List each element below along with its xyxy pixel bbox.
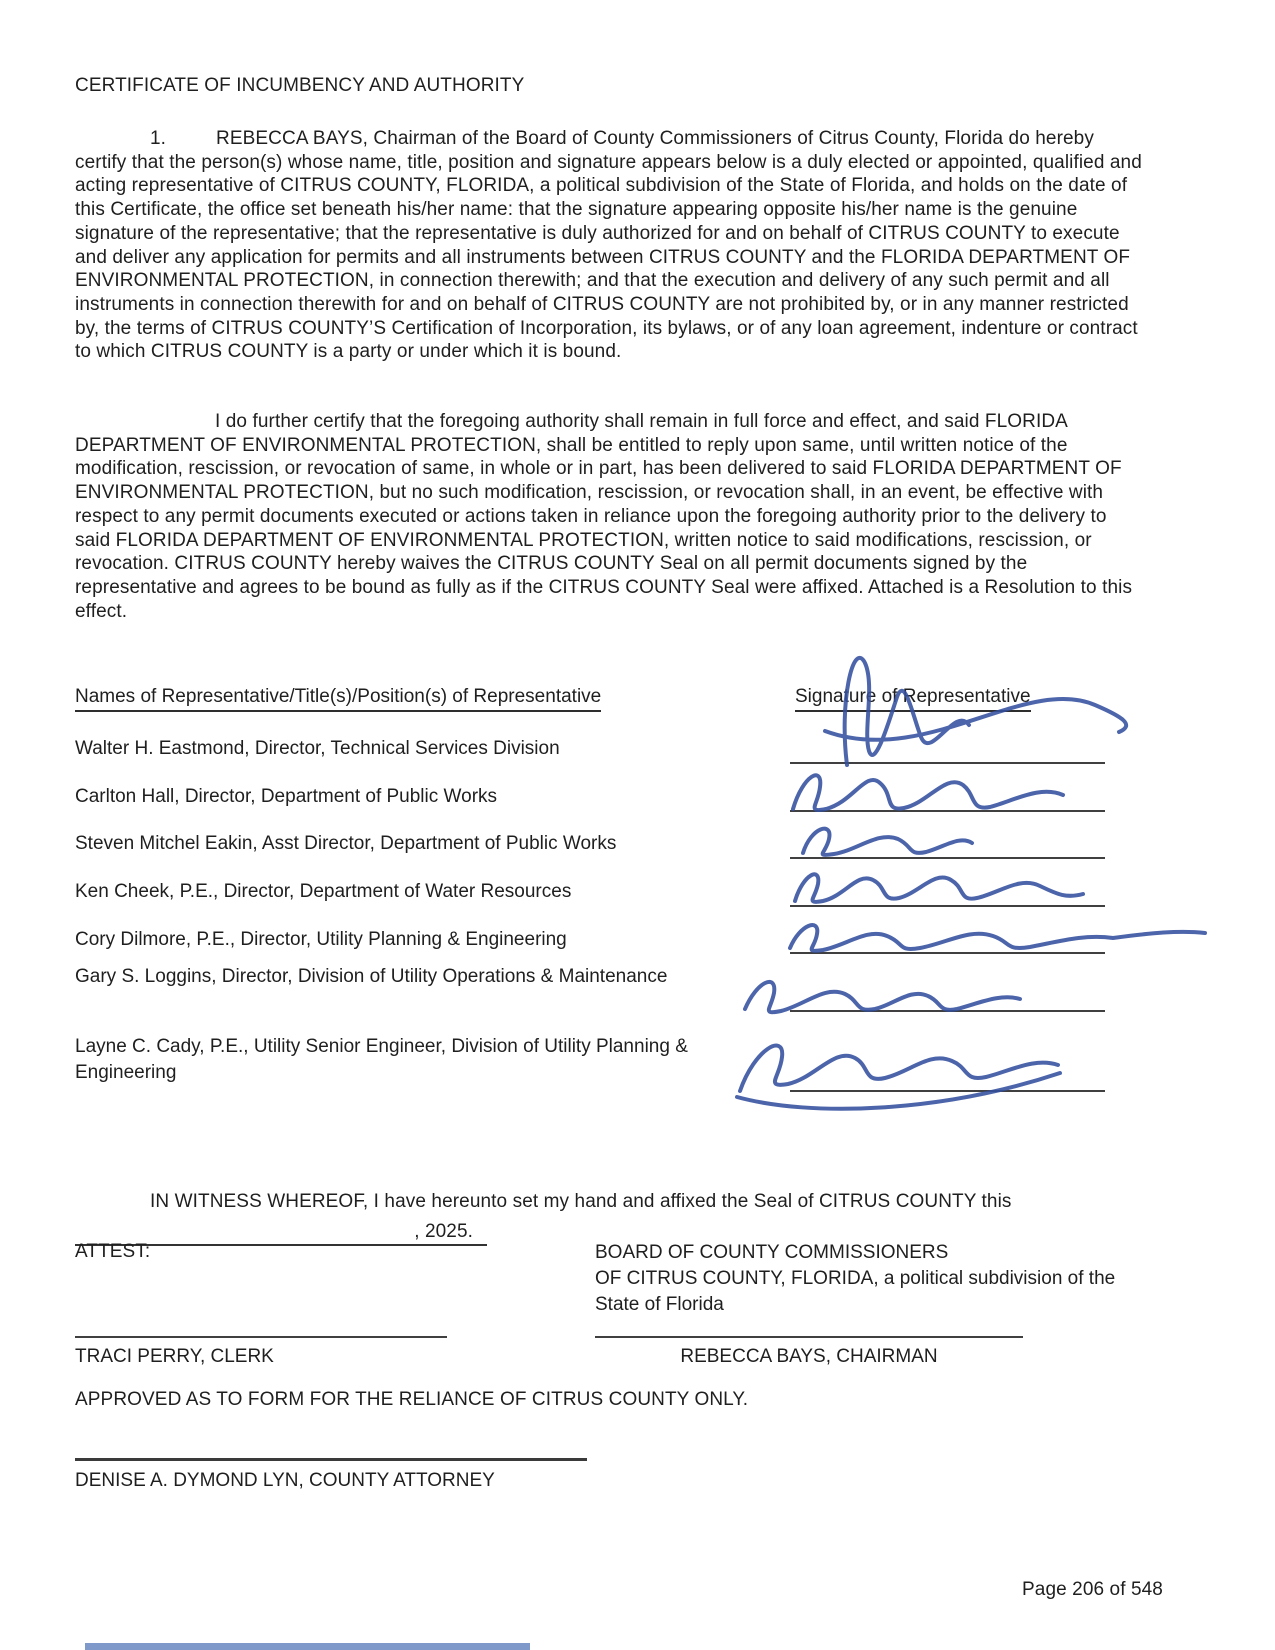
approval-statement: APPROVED AS TO FORM FOR THE RELIANCE OF CITRUS COUNTY ONLY. bbox=[75, 1389, 749, 1410]
representative-name: Layne C. Cady, P.E., Utility Senior Engineer, Division of Utility Planning & Engineering bbox=[75, 1036, 688, 1083]
representative-name: Walter H. Eastmond, Director, Technical Services Division bbox=[75, 738, 560, 759]
chairman-name: REBECCA BAYS, CHAIRMAN bbox=[680, 1346, 938, 1367]
signature-steven-mitchel-eakin-icon bbox=[803, 829, 972, 855]
attorney-signature-line bbox=[75, 1458, 587, 1461]
page-number: Page 206 of 548 bbox=[1022, 1579, 1163, 1600]
certification-paragraph bbox=[75, 127, 1145, 364]
board-line-2: OF CITRUS COUNTY, FLORIDA, a political subdivision of the bbox=[595, 1268, 1116, 1289]
representative-name: Cory Dilmore, P.E., Director, Utility Planning & Engineering bbox=[75, 929, 567, 950]
board-line-1: BOARD OF COUNTY COMMISSIONERS bbox=[595, 1242, 949, 1263]
certification-paragraph-text: REBECCA BAYS, Chairman of the Board of County Commissioners of Citrus County, Florida do hereby certify that the person(s) whose name, title, position and signature appears below is a duly elected or appointed, qualified and acting representative of CITRUS COUNTY, FLORIDA, a political subdivision of the State of Florida, and holds on the date of this Certificate, the office set beneath his/her name: that the signature appearing opposite his/her name is the genuine signature of the representative; that the representative is duly authorized for and on behalf of CITRUS COUNTY to execute and deliver any application for permits and all instruments between CITRUS COUNTY and the FLORIDA DEPARTMENT OF ENVIRONMENTAL PROTECTION, in connection therewith; and that the execution and delivery of any such permit and all instruments in connection therewith for and on behalf of CITRUS COUNTY are not prohibited by, or in any manner restricted by, the terms of CITRUS COUNTY’S Certification of Incorporation, its bylaws, or of any loan agreement, indenture or contract to which CITRUS COUNTY is a party or under which it is bound. bbox=[75, 128, 1142, 363]
footer-artifact-bar bbox=[85, 1643, 530, 1650]
attest-label: ATTEST: bbox=[75, 1241, 151, 1262]
doc-title: CERTIFICATE OF INCUMBENCY AND AUTHORITY bbox=[75, 75, 525, 96]
paragraph-number: 1. bbox=[150, 128, 167, 149]
representative-name: Ken Cheek, P.E., Director, Department of Water Resources bbox=[75, 881, 572, 902]
board-address bbox=[595, 1240, 1165, 1318]
signature-layne-c-cady-icon bbox=[737, 1046, 1060, 1109]
further-certify-paragraph: I do further certify that the foregoing authority shall remain in full force and effect, and said FLORIDA DEPARTMENT OF ENVIRONMENTAL PROTECTION, shall be entitled to reply upon same, until written notice of the modification, rescission, or revocation of same, in whole or in part, has been delivered to said FLORIDA DEPARTMENT OF ENVIRONMENTAL PROTECTION, but no such modification, rescission, or revocation shall, in an event, be effective with respect to any permit documents executed or actions taken in reliance upon the foregoing authority prior to the delivery to said FLORIDA DEPARTMENT OF ENVIRONMENTAL PROTECTION, written notice to said modifications, rescission, or revocation. CITRUS COUNTY hereby waives the CITRUS COUNTY Seal on all permit documents signed by the representative and agrees to be bound as fully as if the CITRUS COUNTY Seal were affixed. Attached is a Resolution to this effect. bbox=[75, 411, 1133, 622]
signature-cory-dilmore-icon bbox=[790, 925, 1205, 951]
witness-clause: IN WITNESS WHEREOF, I have hereunto set my hand and affixed the Seal of CITRUS COUNTY this bbox=[150, 1191, 1012, 1212]
representative-name: Gary S. Loggins, Director, Division of Utility Operations & Maintenance bbox=[75, 966, 668, 987]
board-line-3: State of Florida bbox=[595, 1294, 724, 1315]
chairman-signature-line bbox=[595, 1336, 1023, 1338]
representative-name: Carlton Hall, Director, Department of Public Works bbox=[75, 786, 498, 807]
handwritten-signatures-overlay bbox=[715, 633, 1235, 1113]
signature-ken-cheek-icon bbox=[795, 874, 1083, 901]
representative-name: Steven Mitchel Eakin, Asst Director, Department of Public Works bbox=[75, 833, 617, 854]
clerk-name: TRACI PERRY, CLERK bbox=[75, 1346, 274, 1367]
signature-gary-s-loggins-icon bbox=[745, 982, 1020, 1012]
signature-walter-h-eastmond-icon bbox=[825, 658, 1126, 765]
clerk-signature-line bbox=[75, 1336, 447, 1338]
witness-date-line: , 2025. bbox=[75, 1220, 487, 1246]
names-column-header: Names of Representative/Title(s)/Position(s) of Representative bbox=[75, 686, 601, 712]
attorney-name: DENISE A. DYMOND LYN, COUNTY ATTORNEY bbox=[75, 1470, 495, 1491]
signature-carlton-hall-icon bbox=[793, 775, 1063, 810]
signature-column-header: Signature of Representative bbox=[795, 686, 1031, 712]
